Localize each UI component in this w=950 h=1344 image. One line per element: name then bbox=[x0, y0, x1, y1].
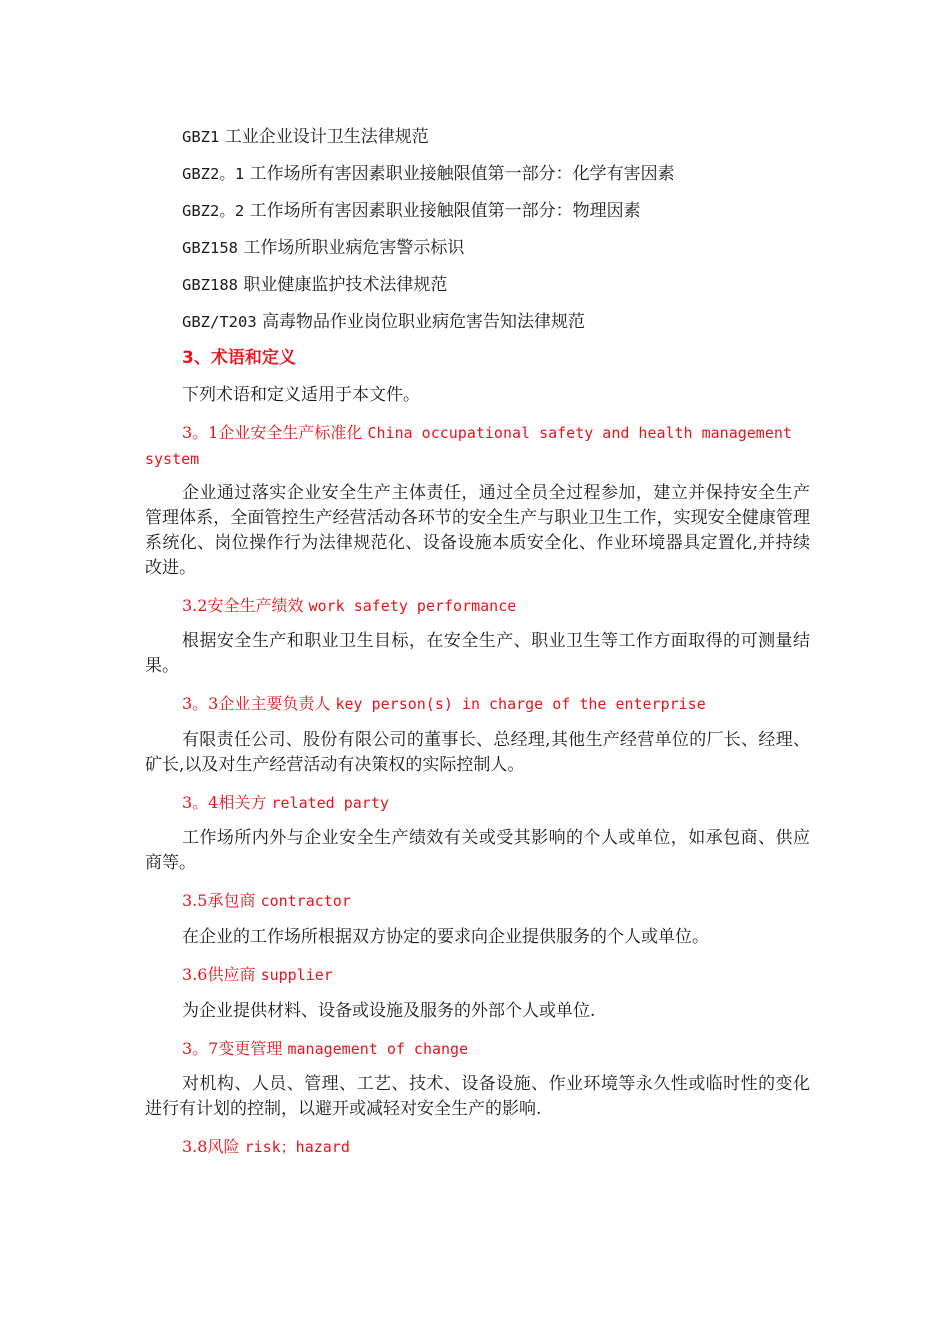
term-definition: 工作场所内外与企业安全生产绩效有关或受其影响的个人或单位，如承包商、供应商等。 bbox=[145, 828, 810, 873]
reference-item bbox=[182, 198, 641, 224]
reference-title: 工业企业设计卫生法律规范 bbox=[224, 127, 429, 147]
term-en: key person(s) in charge of the enterprise bbox=[335, 695, 706, 713]
term-en: contractor bbox=[260, 892, 351, 910]
term-cn: 风险 bbox=[207, 1137, 240, 1156]
reference-item bbox=[182, 309, 585, 335]
term-number: 3.2 bbox=[182, 596, 208, 615]
reference-code: GBZ2。1 bbox=[182, 165, 245, 183]
term-number: 3。1 bbox=[182, 423, 219, 442]
reference-title: 工作场所职业病危害警示标识 bbox=[243, 238, 465, 258]
term-cn: 供应商 bbox=[207, 965, 256, 984]
term-definition: 企业通过落实企业安全生产主体责任，通过全员全过程参加，建立并保持安全生产管理体系，全面管控生产经营活动各环节的安全生产与职业卫生工作，实现安全健康管理系统化、岗位操作行为法律规范化、设备设施本质安全化、作业环境器具定置化,并持续改进。 bbox=[145, 483, 810, 578]
reference-title: 工作场所有害因素职业接触限值第一部分：化学有害因素 bbox=[249, 164, 675, 184]
term-cn: 变更管理 bbox=[218, 1039, 283, 1058]
reference-code: GBZ1 bbox=[182, 128, 220, 146]
term-number: 3。4 bbox=[182, 793, 219, 812]
reference-item bbox=[182, 272, 447, 298]
term-cn: 相关方 bbox=[218, 793, 267, 812]
term-en: related party bbox=[271, 794, 389, 812]
term-cn: 承包商 bbox=[207, 891, 256, 910]
term-title bbox=[145, 962, 810, 988]
term-en: risk；hazard bbox=[244, 1138, 350, 1156]
term-number: 3。3 bbox=[182, 694, 219, 713]
reference-code: GBZ/T203 bbox=[182, 313, 257, 331]
term-definition: 有限责任公司、股份有限公司的董事长、总经理,其他生产经营单位的厂长、经理、矿长,以及对生产经营活动有决策权的实际控制人。 bbox=[145, 730, 810, 775]
reference-item bbox=[182, 124, 429, 150]
term-title bbox=[145, 790, 810, 816]
term-cn: 企业安全生产标准化 bbox=[218, 423, 363, 442]
term-number: 3。7 bbox=[182, 1039, 219, 1058]
term-number: 3.5 bbox=[182, 891, 208, 910]
term-number: 3.6 bbox=[182, 965, 208, 984]
term-en: work safety performance bbox=[308, 597, 517, 615]
term-en: China occupational safety and health management system bbox=[145, 424, 792, 468]
term-definition: 根据安全生产和职业卫生目标，在安全生产、职业卫生等工作方面取得的可测量结果。 bbox=[145, 631, 810, 676]
term-number: 3.8 bbox=[182, 1137, 208, 1156]
term-en: supplier bbox=[260, 966, 333, 984]
section-intro: 下列术语和定义适用于本文件。 bbox=[182, 385, 420, 405]
reference-item bbox=[182, 235, 464, 261]
term-en: management of change bbox=[287, 1040, 469, 1058]
reference-title: 职业健康监护技术法律规范 bbox=[243, 275, 448, 295]
reference-code: GBZ158 bbox=[182, 239, 238, 257]
term-definition: 在企业的工作场所根据双方协定的要求向企业提供服务的个人或单位。 bbox=[182, 927, 709, 947]
term-title bbox=[145, 1036, 810, 1062]
reference-code: GBZ2。2 bbox=[182, 202, 245, 220]
reference-code: GBZ188 bbox=[182, 276, 238, 294]
reference-item bbox=[182, 161, 675, 187]
term-title bbox=[145, 1134, 810, 1160]
term-title bbox=[145, 593, 810, 619]
reference-title: 工作场所有害因素职业接触限值第一部分：物理因素 bbox=[249, 201, 641, 221]
reference-title: 高毒物品作业岗位职业病危害告知法律规范 bbox=[262, 312, 586, 332]
term-cn: 企业主要负责人 bbox=[218, 694, 331, 713]
term-title bbox=[145, 888, 810, 914]
term-title bbox=[145, 420, 810, 472]
section-heading: 3、术语和定义 bbox=[182, 348, 296, 368]
term-definition: 为企业提供材料、设备或设施及服务的外部个人或单位. bbox=[182, 1001, 596, 1021]
term-title bbox=[145, 691, 810, 717]
term-cn: 安全生产绩效 bbox=[207, 596, 304, 615]
term-definition: 对机构、人员、管理、工艺、技术、设备设施、作业环境等永久性或临时性的变化进行有计划的控制，以避开或减轻对安全生产的影响. bbox=[145, 1074, 810, 1119]
